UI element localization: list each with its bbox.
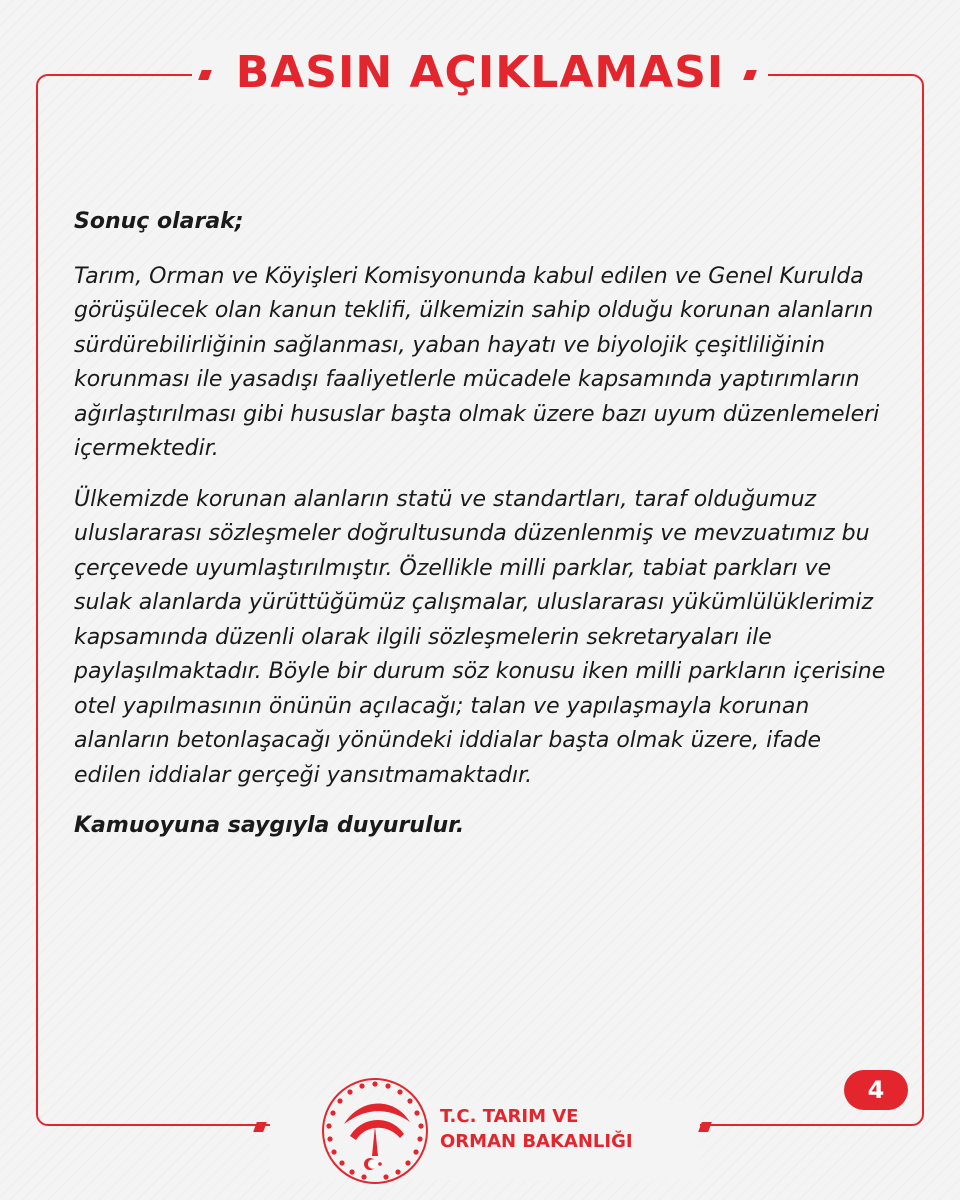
title-container xyxy=(192,40,768,104)
ministry-name xyxy=(440,1104,633,1154)
footer-accent-right xyxy=(698,1122,712,1132)
ministry-name-line-2: ORMAN BAKANLIĞI xyxy=(440,1131,633,1152)
ministry-emblem-icon xyxy=(320,1076,430,1186)
statement-closing: Kamuoyuna saygıyla duyurulur. xyxy=(74,813,465,838)
statement-heading: Sonuç olarak; xyxy=(74,209,244,234)
statement-paragraph-1: Tarım, Orman ve Köyişleri Komisyonunda kabul edilen ve Genel Kurulda görüşülecek olan kanun teklifi, ülkemizin sahip olduğu korunan alanların sürdürebilirliğinin sağlanması, yaban hayatı ve biyolojik çeşitliliğinin korunması ile yasadışı faaliyetlerle mücadele kapsamında yaptırımların ağırlaştırılması gibi hususlar başta olmak üzere bazı uyum düzenlemeleri içermektedir. xyxy=(74,263,880,461)
page-title: BASIN AÇIKLAMASI xyxy=(235,46,725,98)
footer-accent-left xyxy=(253,1122,267,1132)
page-number-badge: 4 xyxy=(844,1070,908,1110)
ministry-name-line-1: T.C. TARIM VE xyxy=(440,1106,579,1127)
statement-paragraph-2: Ülkemizde korunan alanların statü ve standartları, taraf olduğumuz uluslararası sözleşmeler doğrultusunda düzenlenmiş ve mevzuatımız bu çerçevede uyumlaştırılmıştır. Özellikle milli parklar, tabiat parkları ve sulak alanlarda yürüttüğümüz çalışmalar, uluslararası yükümlülüklerimiz kapsamında düzenli olarak ilgili sözleşmelerin sekretaryaları ile paylaşılmaktadır. Böyle bir durum söz konusu iken milli parkların içerisine otel yapılmasının önünün açılacağı; talan ve yapılaşmayla korunan alanların betonlaşacağı yönündeki iddialar başta olmak üzere, ifade edilen iddialar gerçeği yansıtmamaktadır. xyxy=(74,486,886,788)
statement-body xyxy=(74,205,894,860)
